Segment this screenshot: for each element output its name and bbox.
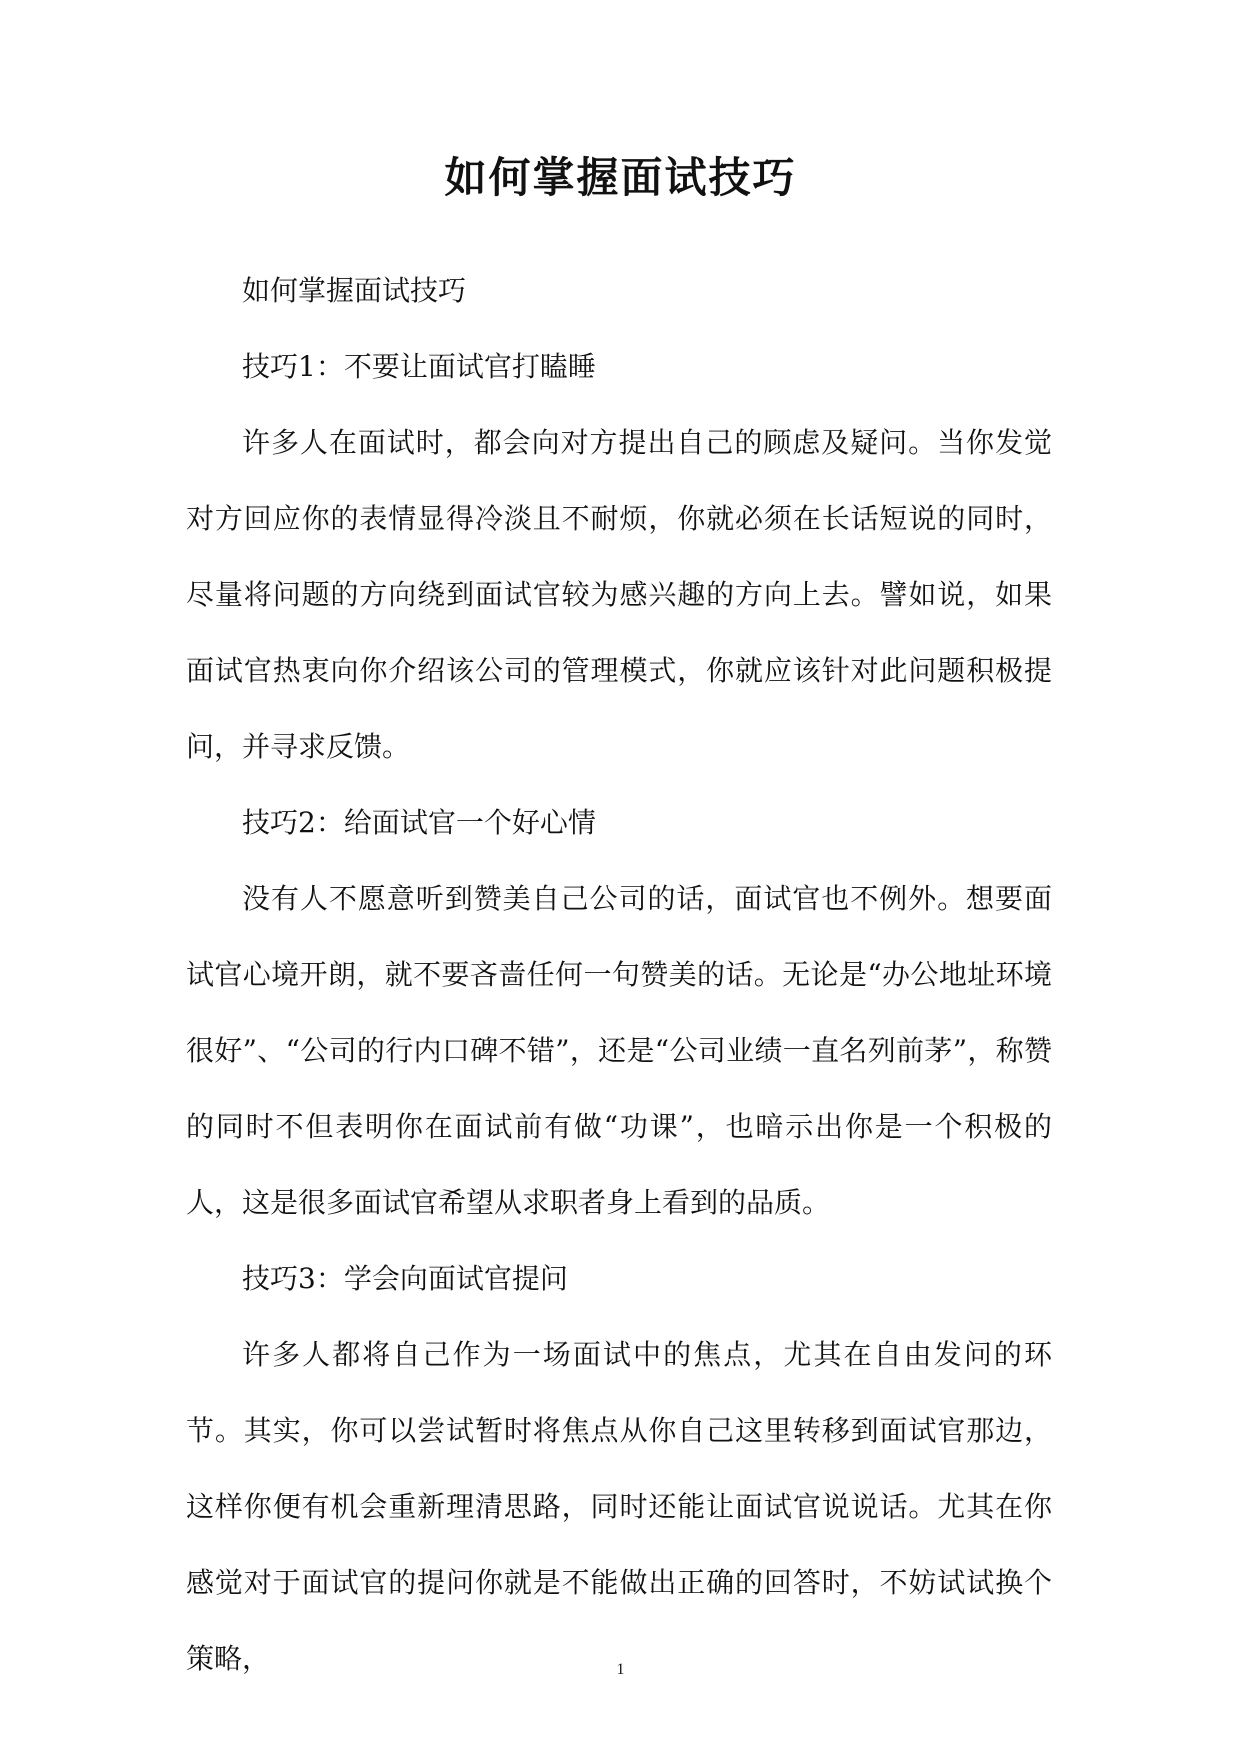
heading-tip-2: 技巧2：给面试官一个好心情	[242, 806, 596, 839]
page-number: 1	[616, 1661, 625, 1678]
heading-tip-3: 技巧3：学会向面试官提问	[242, 1262, 568, 1295]
paragraph-tip-2: 没有人不愿意听到赞美自己公司的话，面试官也不例外。想要面试官心境开朗，就不要吝啬任何一句赞美的话。无论是“办公地址环境很好”、“公司的行内口碑不错”，还是“公司业绩一直名列前茅”，称赞的同时不但表明你在面试前有做“功课”，也暗示出你是一个积极的人，这是很多面试官希望从求职者身上看到的品质。	[186, 882, 1052, 1219]
document-title: 如何掌握面试技巧	[444, 153, 797, 202]
paragraph-subtitle: 如何掌握面试技巧	[242, 274, 467, 307]
heading-tip-1: 技巧1：不要让面试官打瞌睡	[242, 350, 596, 383]
document-body	[186, 253, 1052, 1697]
paragraph-tip-3: 许多人都将自己作为一场面试中的焦点，尤其在自由发问的环节。其实，你可以尝试暂时将焦点从你自己这里转移到面试官那边，这样你便有机会重新理清思路，同时还能让面试官说说话。尤其在你感觉对于面试官的提问你就是不能做出正确的回答时，不妨试试换个策略，	[186, 1338, 1052, 1675]
paragraph-tip-1: 许多人在面试时，都会向对方提出自己的顾虑及疑问。当你发觉对方回应你的表情显得冷淡且不耐烦，你就必须在长话短说的同时，尽量将问题的方向绕到面试官较为感兴趣的方向上去。譬如说，如果面试官热衷向你介绍该公司的管理模式，你就应该针对此问题积极提问，并寻求反馈。	[186, 426, 1052, 763]
